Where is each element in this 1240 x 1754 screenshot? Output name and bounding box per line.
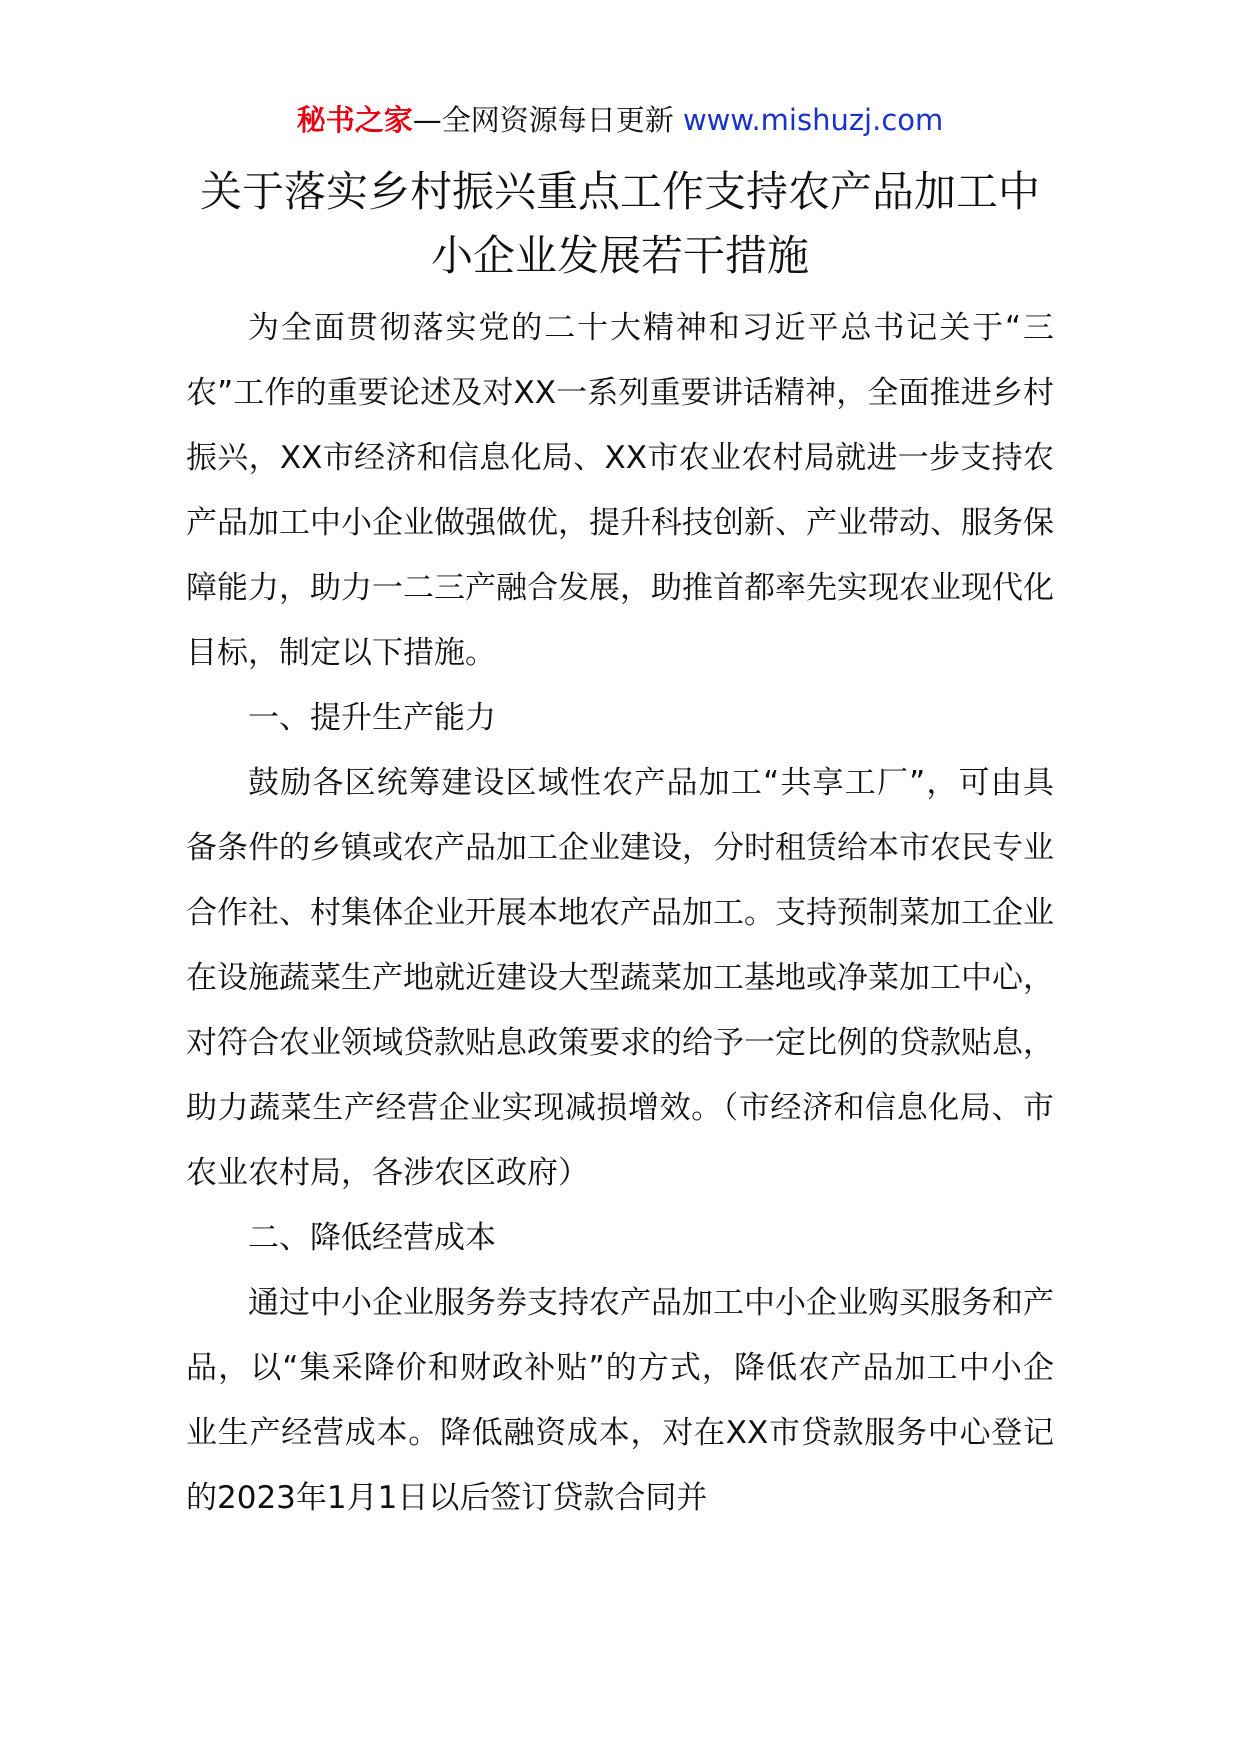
section-1-paragraph: 鼓励各区统筹建设区域性农产品加工“共享工厂”，可由具备条件的乡镇或农产品加工企业建设，分时租赁给本市农民专业合作社、村集体企业开展本地农产品加工。支持预制菜加工企业在设施蔬菜生产地就近建设大型蔬菜加工基地或净菜加工中心，对符合农业领域贷款贴息政策要求的给予一定比例的贷款贴息，助力蔬菜生产经营企业实现减损增效。（市经济和信息化局、市农业农村局，各涉农区政府） [186,765,1054,1191]
section-heading-1: 一、提升生产能力 [248,700,496,736]
document-body [186,296,1054,1531]
site-url-link[interactable]: www.mishuzj.com [682,103,944,137]
document-title: 关于落实乡村振兴重点工作支持农产品加工中小企业发展若干措施 [199,167,1040,280]
brand-name: 秘书之家 [296,103,413,137]
site-header [0,100,1240,140]
intro-paragraph: 为全面贯彻落实党的二十大精神和习近平总书记关于“三农”工作的重要论述及对XX一系列重要讲话精神，全面推进乡村振兴，XX市经济和信息化局、XX市农业农村局就进一步支持农产品加工中小企业做强做优，提升科技创新、产业带动、服务保障能力，助力一二三产融合发展，助推首都率先实现农业现代化目标，制定以下措施。 [186,310,1054,671]
section-heading-2: 二、降低经营成本 [248,1220,496,1256]
header-tagline: —全网资源每日更新 [412,103,674,137]
section-2-paragraph: 通过中小企业服务券支持农产品加工中小企业购买服务和产品，以“集采降价和财政补贴”的方式，降低农产品加工中小企业生产经营成本。降低融资成本，对在XX市贷款服务中心登记的2023年1月1日以后签订贷款合同并 [186,1285,1054,1516]
